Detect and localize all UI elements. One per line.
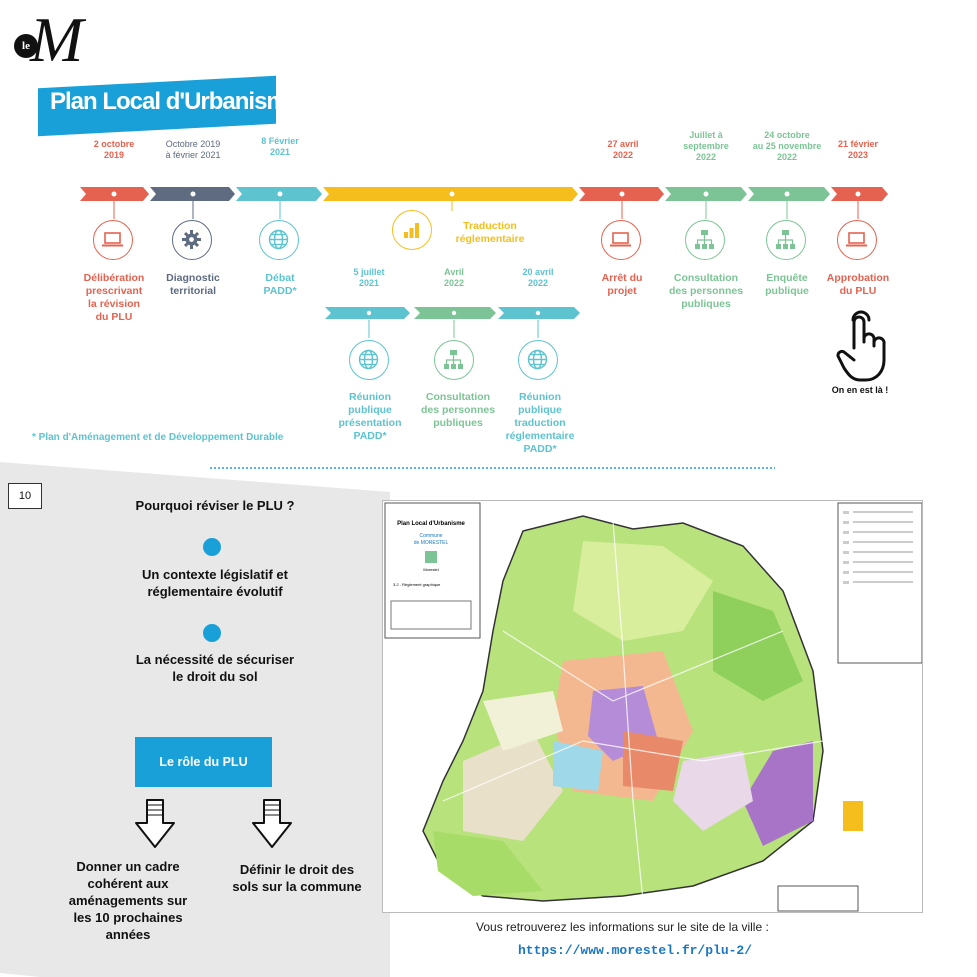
website-link[interactable]: https://www.morestel.fr/plu-2/ [518,943,753,958]
why-question: Pourquoi réviser le PLU ? [135,498,295,513]
role-button[interactable]: Le rôle du PLU [135,737,272,787]
date-label: 21 février 2023 [837,139,879,160]
step-label: Approbation du PLU [826,272,890,297]
arrow-down-icon [249,797,295,851]
reason-item: La nécessité de sécuriser le droit du sol [135,652,295,684]
org-chart-icon [434,340,474,380]
role-item: Définir le droit des sols sur la commune [232,862,362,894]
step-label: Arrêt du projet [601,272,643,297]
reason-item: Un contexte législatif et réglementaire évolutif [142,567,288,599]
step-label: Réunion publique traduction réglementaire PADD* [505,391,575,455]
date-label: 20 avril 2022 [522,267,554,288]
bullet-dot [203,624,221,642]
globe-icon [259,220,299,260]
logo-badge: le [14,34,38,58]
page-title: Plan Local d'Urbanisme [50,88,300,115]
hand-pointer-icon [834,308,888,384]
laptop-icon [601,220,641,260]
org-chart-icon [766,220,806,260]
step-label: Enquête publique [765,272,809,297]
date-label: Juillet à septembre 2022 [683,130,729,162]
step-label: Délibération prescrivant la révision du PLU [83,272,145,323]
page-number: 10 [8,483,42,509]
logo-letter: M [30,4,84,75]
map-town: Morestel [423,567,439,572]
date-label: 2 octobre 2019 [93,139,135,160]
step-label: Traduction réglementaire [455,220,525,245]
role-item: Donner un cadre cohérent aux aménagements sur les 10 prochaines années [68,859,188,942]
gear-icon [172,220,212,260]
date-label: 27 avril 2022 [607,139,639,160]
bullet-dot [203,538,221,556]
arrow-down-icon [132,797,178,851]
laptop-icon [93,220,133,260]
date-label: Octobre 2019 à février 2021 [165,139,221,160]
step-label: Consultation des personnes publiques [668,272,744,310]
date-label: 5 juillet 2021 [353,267,385,288]
laptop-icon [837,220,877,260]
svg-text:de MORESTEL: de MORESTEL [413,540,449,546]
step-label: Réunion publique présentation PADD* [338,391,402,442]
step-label: Consultation des personnes publiques [420,391,496,429]
map-title: Plan Local d'Urbanisme [397,521,465,527]
date-label: Avril 2022 [443,267,465,288]
date-label: 24 octobre au 25 novembre 2022 [752,130,822,162]
date-label: 8 Février 2021 [261,136,299,157]
timeline-main-bar [80,187,888,201]
step-label: Débat PADD* [263,272,297,297]
globe-icon [518,340,558,380]
svg-text:Commune: Commune [419,533,443,539]
org-chart-icon [685,220,725,260]
here-label: On en est là ! [831,385,889,395]
bar-chart-icon [392,210,432,250]
globe-icon [349,340,389,380]
footnote: * Plan d'Aménagement et de Développement Durable [32,432,284,443]
step-label: Diagnostic territorial [166,272,220,297]
map-doc: 3.2 - Règlement graphique [393,582,441,587]
info-text: Vous retrouverez les informations sur le site de la ville : [476,920,769,934]
zoning-map[interactable] [382,500,923,913]
